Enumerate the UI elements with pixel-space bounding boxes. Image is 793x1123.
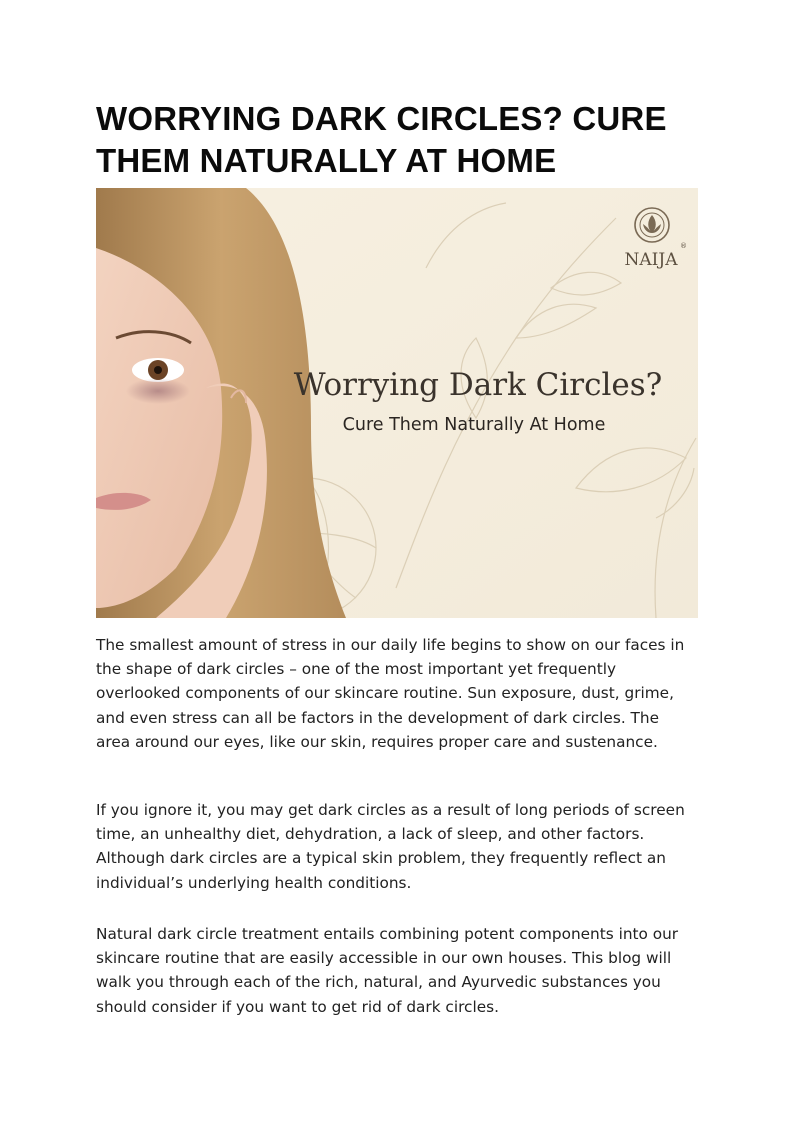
- banner-heading: Worrying Dark Circles?: [293, 367, 663, 403]
- article-title: WORRYING DARK CIRCLES? CURE THEM NATURALLY AT HOME: [96, 100, 667, 179]
- paragraph-treatment: Natural dark circle treatment entails combining potent components into our skincare routine that are easily accessible in our own houses. This blog will walk you through each of the rich, natural, and Ayurvedic substances you should consider if you want to get rid of dark circles.: [96, 925, 679, 1016]
- hero-banner-image: [96, 188, 698, 618]
- logo-text: NAIJA: [624, 250, 678, 270]
- banner-subheading: Cure Them Naturally At Home: [342, 415, 606, 435]
- paragraph-causes: If you ignore it, you may get dark circles as a result of long periods of screen time, an unhealthy diet, dehydration, a lack of sleep, and other factors. Although dark circles are a typical skin problem, they frequently reflect an individual’s underlying health conditions.: [96, 801, 685, 892]
- registered-mark: ®: [680, 242, 687, 250]
- paragraph-intro: The smallest amount of stress in our daily life begins to show on our faces in the shape of dark circles – one of the most important yet frequently overlooked components of our skincare routine. Sun exposure, dust, grime, and even stress can all be factors in the development of dark circles. The area around our eyes, like our skin, requires proper care and sustenance.: [96, 636, 685, 751]
